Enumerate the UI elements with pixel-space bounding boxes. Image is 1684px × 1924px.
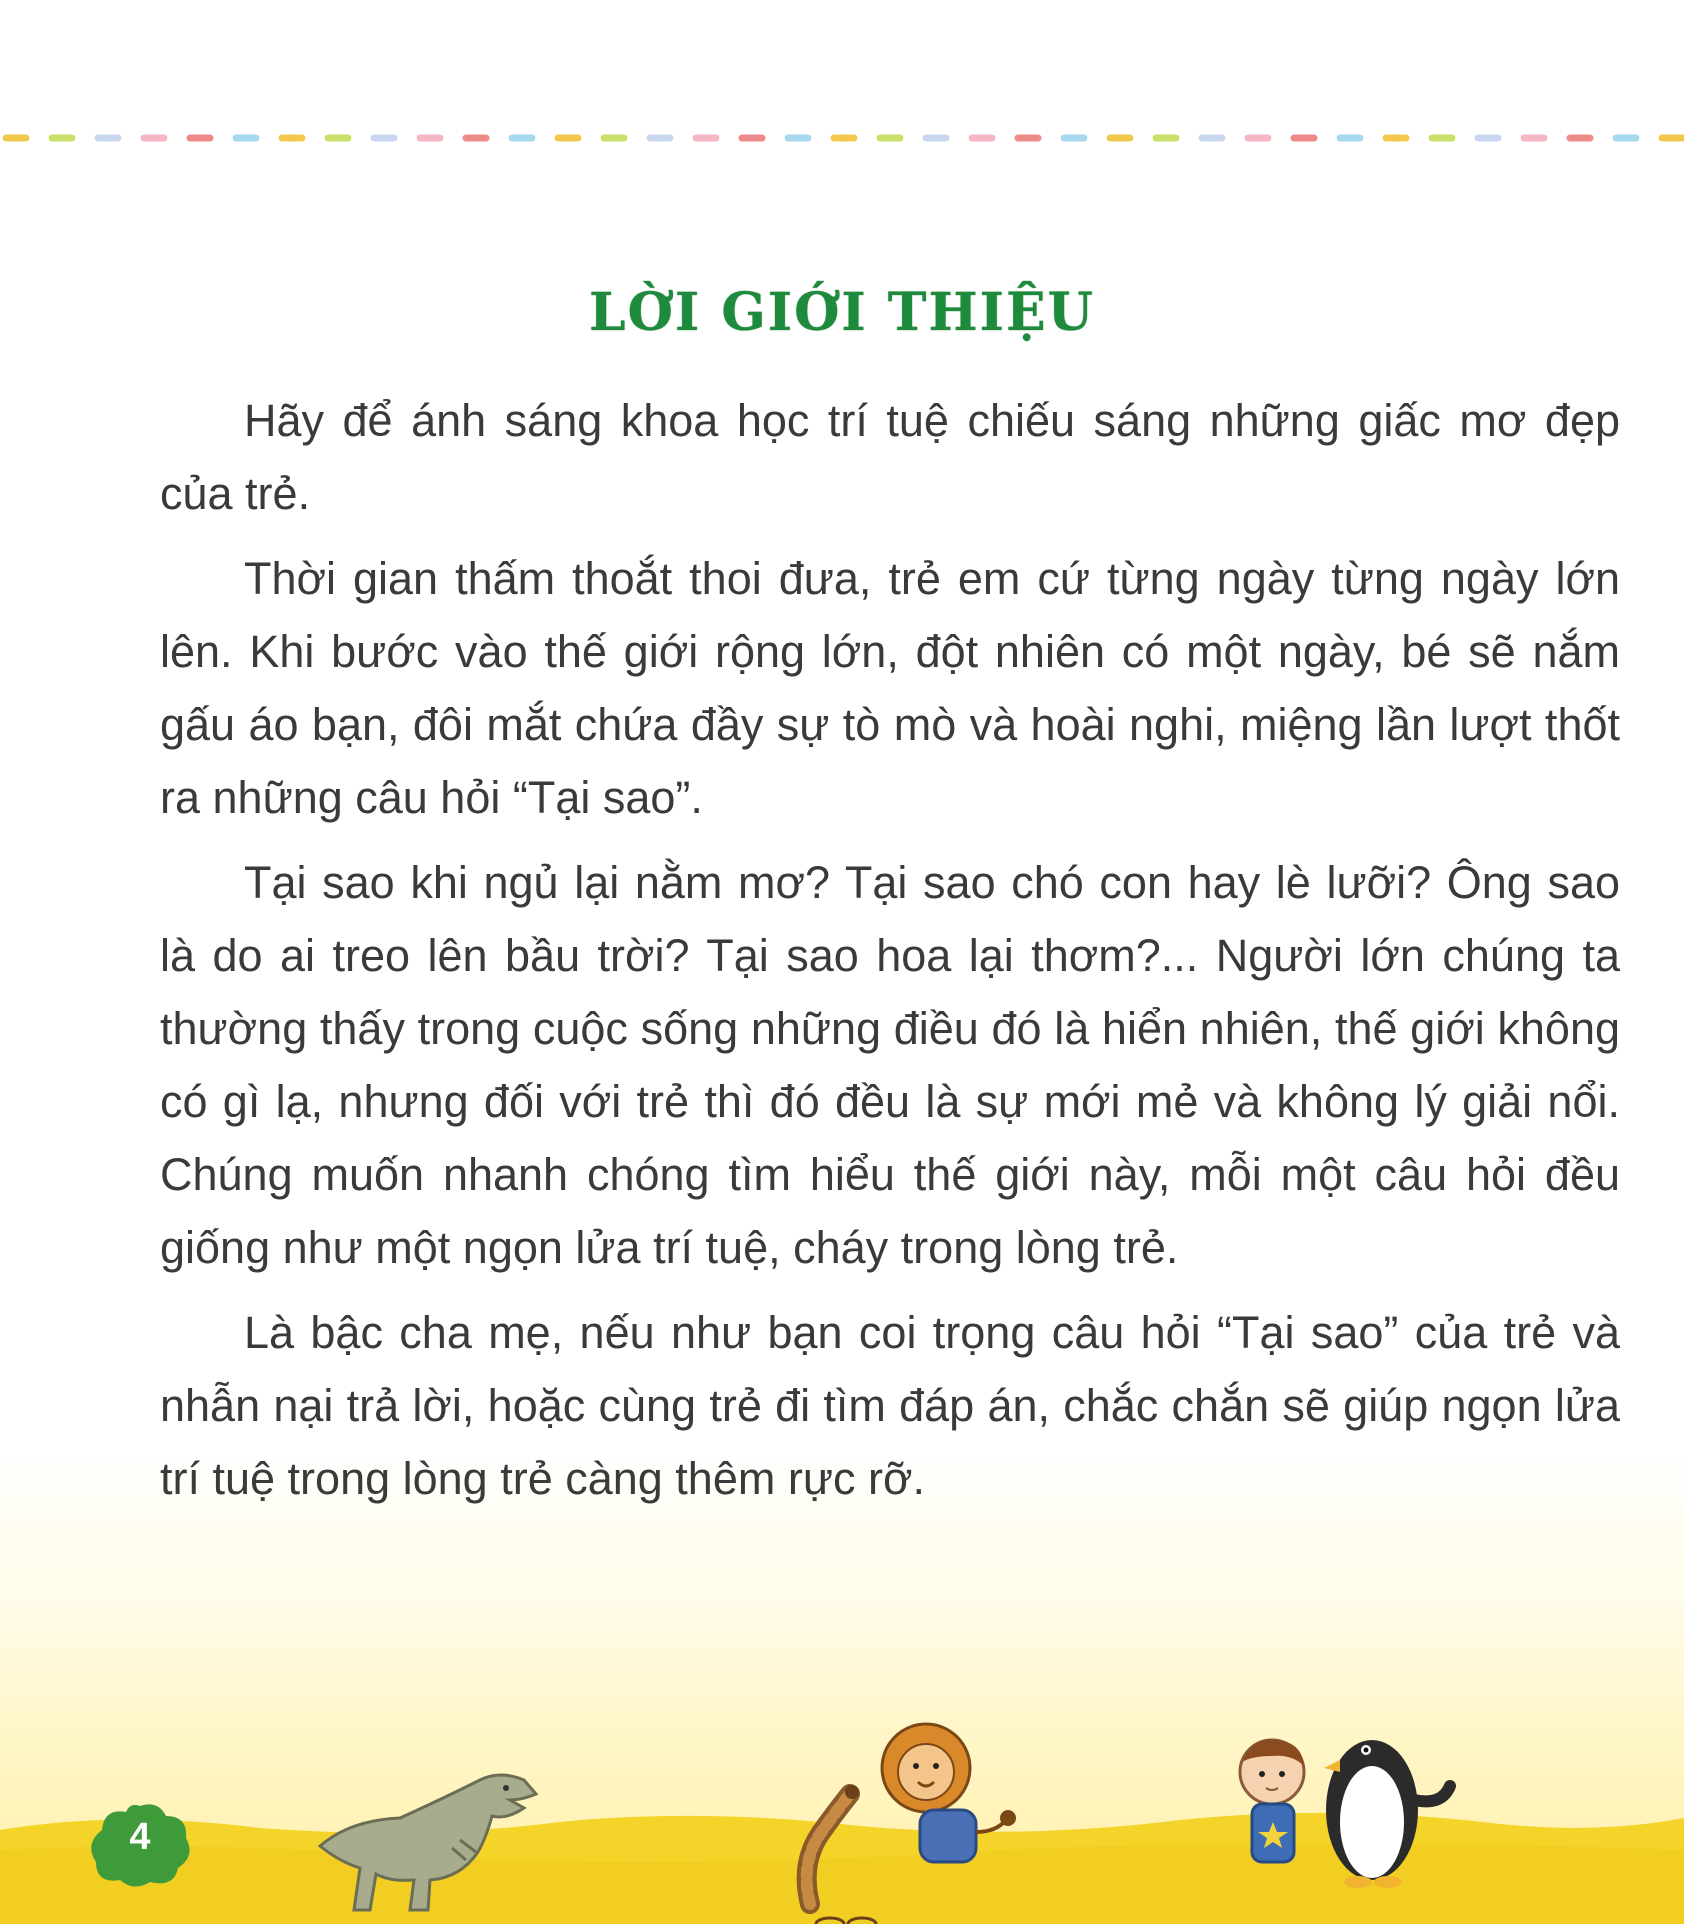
page-title: LỜI GIỚI THIỆU bbox=[589, 282, 1095, 343]
paragraph-3: Tại sao khi ngủ lại nằm mơ? Tại sao chó con hay lè lưỡi? Ông sao là do ai treo lên bầu trời? Tại sao hoa lại thơm?... Người lớn chúng ta thường thấy trong cuộc sống những điều đó là hiển nhiên, thế giới không có gì lạ, nhưng đối với trẻ thì đó đều là sự mới mẻ và không lý giải nổi. Chúng muốn nhanh chóng tìm hiểu thế giới này, mỗi một câu hỏi đều giống như một ngọn lửa trí tuệ, cháy trong lòng trẻ. bbox=[160, 857, 1620, 1273]
paragraph-2: Thời gian thấm thoắt thoi đưa, trẻ em cứ từng ngày từng ngày lớn lên. Khi bước vào thế giới rộng lớn, đột nhiên có một ngày, bé sẽ nắm gấu áo bạn, đôi mắt chứa đầy sự tò mò và hoài nghi, miệng lần lượt thốt ra những câu hỏi “Tại sao”. bbox=[160, 553, 1620, 823]
footer-illustration bbox=[0, 1700, 1684, 1924]
dashed-border bbox=[0, 130, 1684, 146]
body-text bbox=[160, 384, 1620, 1527]
paragraph-4: Là bậc cha mẹ, nếu như bạn coi trọng câu hỏi “Tại sao” của trẻ và nhẫn nại trả lời, hoặc cùng trẻ đi tìm đáp án, chắc chắn sẽ giúp ngọn lửa trí tuệ trong lòng trẻ càng thêm rực rỡ. bbox=[160, 1307, 1620, 1504]
page-number: 4 bbox=[129, 1816, 151, 1858]
paragraph-1: Hãy để ánh sáng khoa học trí tuệ chiếu sáng những giấc mơ đẹp của trẻ. bbox=[160, 395, 1620, 519]
